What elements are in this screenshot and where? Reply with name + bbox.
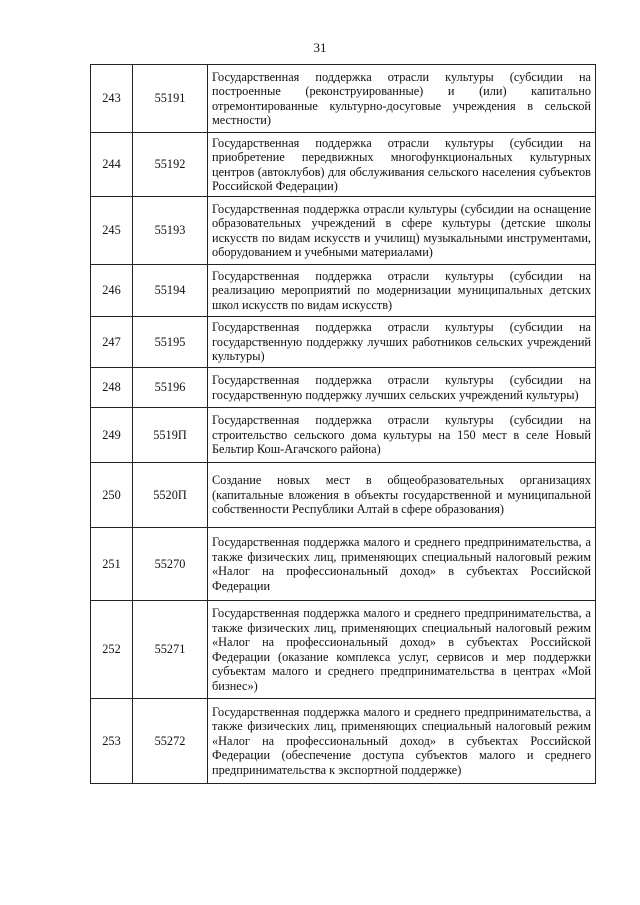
page-number: 31	[313, 40, 327, 55]
row-code: 55195	[133, 317, 208, 368]
table-body	[91, 65, 596, 784]
row-description: Государственная поддержка отрасли культуры (субсидии на оснащение образовательных учреждений в сфере культуры (детские школы искусств по видам искусств и училищ) музыкальными инструментами, оборудованием и учебными материалами)	[208, 197, 596, 265]
row-code: 55194	[133, 265, 208, 317]
table-row	[91, 528, 596, 601]
row-code: 55272	[133, 699, 208, 784]
row-description: Государственная поддержка отрасли культуры (субсидии на государственную поддержку лучших работников сельских учреждений культуры)	[208, 317, 596, 368]
row-number: 253	[91, 699, 133, 784]
row-code: 55196	[133, 368, 208, 408]
table-row	[91, 463, 596, 528]
budget-classification-table	[90, 64, 596, 784]
row-code: 55191	[133, 65, 208, 133]
row-description: Государственная поддержка отрасли культуры (субсидии на приобретение передвижных многофункциональных культурных центров (автоклубов) для обслуживания сельского населения субъектов Российской Федерации)	[208, 133, 596, 197]
table-row	[91, 601, 596, 699]
row-code: 5520П	[133, 463, 208, 528]
row-code: 55193	[133, 197, 208, 265]
row-description: Государственная поддержка отрасли культуры (субсидии на построенные (реконструированные) и (или) капитально отремонтированные культурно-досуговые учреждения в сельской местности)	[208, 65, 596, 133]
row-code: 5519П	[133, 408, 208, 463]
row-description: Государственная поддержка малого и среднего предпринимательства, а также физических лиц, применяющих специальный налоговый режим «Налог на профессиональный доход» в субъектах Российской Федерации (оказание комплекса услуг, сервисов и мер поддержки субъектам малого и среднего предпринимательства в центрах «Мой бизнес»)	[208, 601, 596, 699]
row-number: 243	[91, 65, 133, 133]
row-description: Государственная поддержка отрасли культуры (субсидии на государственную поддержку лучших сельских учреждений культуры)	[208, 368, 596, 408]
table-row	[91, 265, 596, 317]
table-row	[91, 65, 596, 133]
table-row	[91, 317, 596, 368]
table-row	[91, 197, 596, 265]
row-number: 251	[91, 528, 133, 601]
row-description: Государственная поддержка малого и среднего предпринимательства, а также физических лиц, применяющих специальный налоговый режим «Налог на профессиональный доход» в субъектах Российской Федерации (обеспечение доступа субъектов малого и среднего предпринимательства к экспортной поддержке)	[208, 699, 596, 784]
table-row	[91, 699, 596, 784]
row-description: Государственная поддержка отрасли культуры (субсидии на реализацию мероприятий по модернизации муниципальных детских школ искусств по видам искусств)	[208, 265, 596, 317]
table-row	[91, 368, 596, 408]
row-description: Государственная поддержка малого и среднего предпринимательства, а также физических лиц, применяющих специальный налоговый режим «Налог на профессиональный доход» в субъектах Российской Федерации	[208, 528, 596, 601]
row-code: 55271	[133, 601, 208, 699]
row-description: Государственная поддержка отрасли культуры (субсидии на строительство сельского дома культуры на 150 мест в селе Новый Бельтир Кош-Агачского района)	[208, 408, 596, 463]
table-row	[91, 133, 596, 197]
row-number: 252	[91, 601, 133, 699]
row-number: 247	[91, 317, 133, 368]
table-row	[91, 408, 596, 463]
row-number: 250	[91, 463, 133, 528]
row-number: 245	[91, 197, 133, 265]
row-number: 244	[91, 133, 133, 197]
row-code: 55270	[133, 528, 208, 601]
row-number: 246	[91, 265, 133, 317]
row-description: Создание новых мест в общеобразовательных организациях (капитальные вложения в объекты государственной и муниципальной собственности Республики Алтай в сфере образования)	[208, 463, 596, 528]
row-code: 55192	[133, 133, 208, 197]
row-number: 248	[91, 368, 133, 408]
row-number: 249	[91, 408, 133, 463]
